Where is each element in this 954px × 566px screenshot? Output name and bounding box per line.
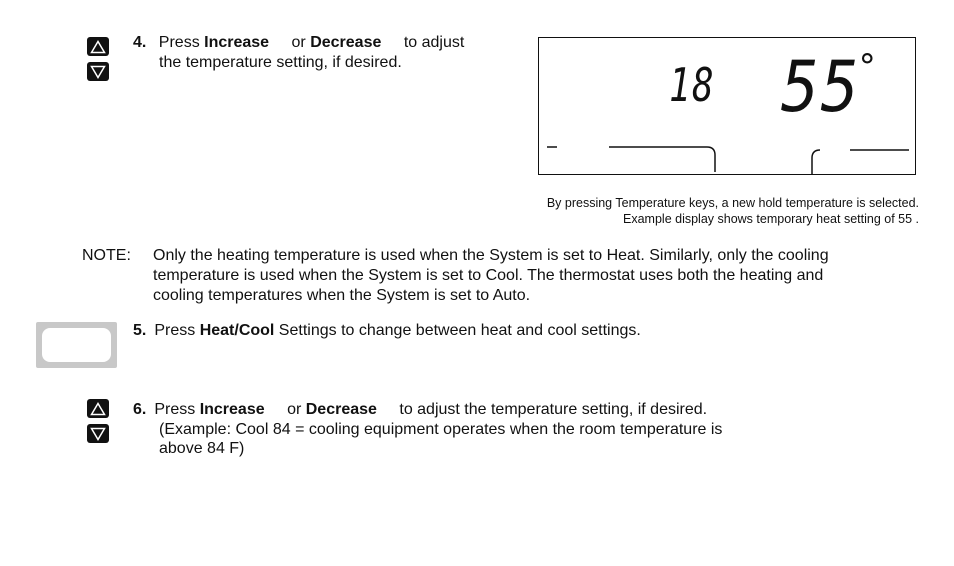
display-segment-lines [539, 138, 917, 178]
step-6-line-3: above 84 F) [159, 440, 245, 457]
display-caption: By pressing Temperature keys, a new hold temperature is selected. Example display shows temporary heat setting of 55 . [546, 196, 919, 226]
increase-key-icon[interactable] [87, 37, 109, 56]
step-6-line-2: (Example: Cool 84 = cooling equipment operates when the room temperature is [159, 421, 723, 438]
display-large-value: 55 [781, 46, 861, 128]
note-line-3: cooling temperatures when the System is set to Auto. [153, 287, 531, 304]
increase-key-icon[interactable] [87, 399, 109, 418]
down-triangle-icon [90, 65, 106, 79]
decrease-key-icon[interactable] [87, 424, 109, 443]
step-6-line-1: 6. Press Increase or Decrease to adjust the temperature setting, if desired. [133, 401, 708, 418]
step-4-line-1: 4. Press Increase or Decrease to adjust [133, 34, 465, 51]
decrease-key-icon[interactable] [87, 62, 109, 81]
step-4-line-2: the temperature setting, if desired. [159, 54, 402, 71]
down-triangle-icon [90, 427, 106, 441]
display-small-value: 18 [669, 58, 716, 112]
note-line-2: temperature is used when the System is set to Cool. The thermostat uses both the heating and [153, 267, 824, 284]
note-label: NOTE: [82, 247, 131, 264]
heat-cool-label: Heat/Cool [199, 322, 275, 339]
decrease-label: Decrease [310, 34, 382, 51]
thermostat-display [538, 37, 916, 175]
increase-label: Increase [204, 34, 270, 51]
heat-cool-button-icon[interactable] [36, 322, 117, 368]
up-triangle-icon [90, 40, 106, 54]
display-degree-symbol: ° [857, 47, 880, 87]
decrease-label: Decrease [305, 401, 377, 418]
step-5-line: 5. Press Heat/Cool Settings to change between heat and cool settings. [133, 322, 641, 339]
increase-label: Increase [199, 401, 265, 418]
up-triangle-icon [90, 402, 106, 416]
note-line-1: Only the heating temperature is used when the System is set to Heat. Similarly, only the cooling [153, 247, 829, 264]
